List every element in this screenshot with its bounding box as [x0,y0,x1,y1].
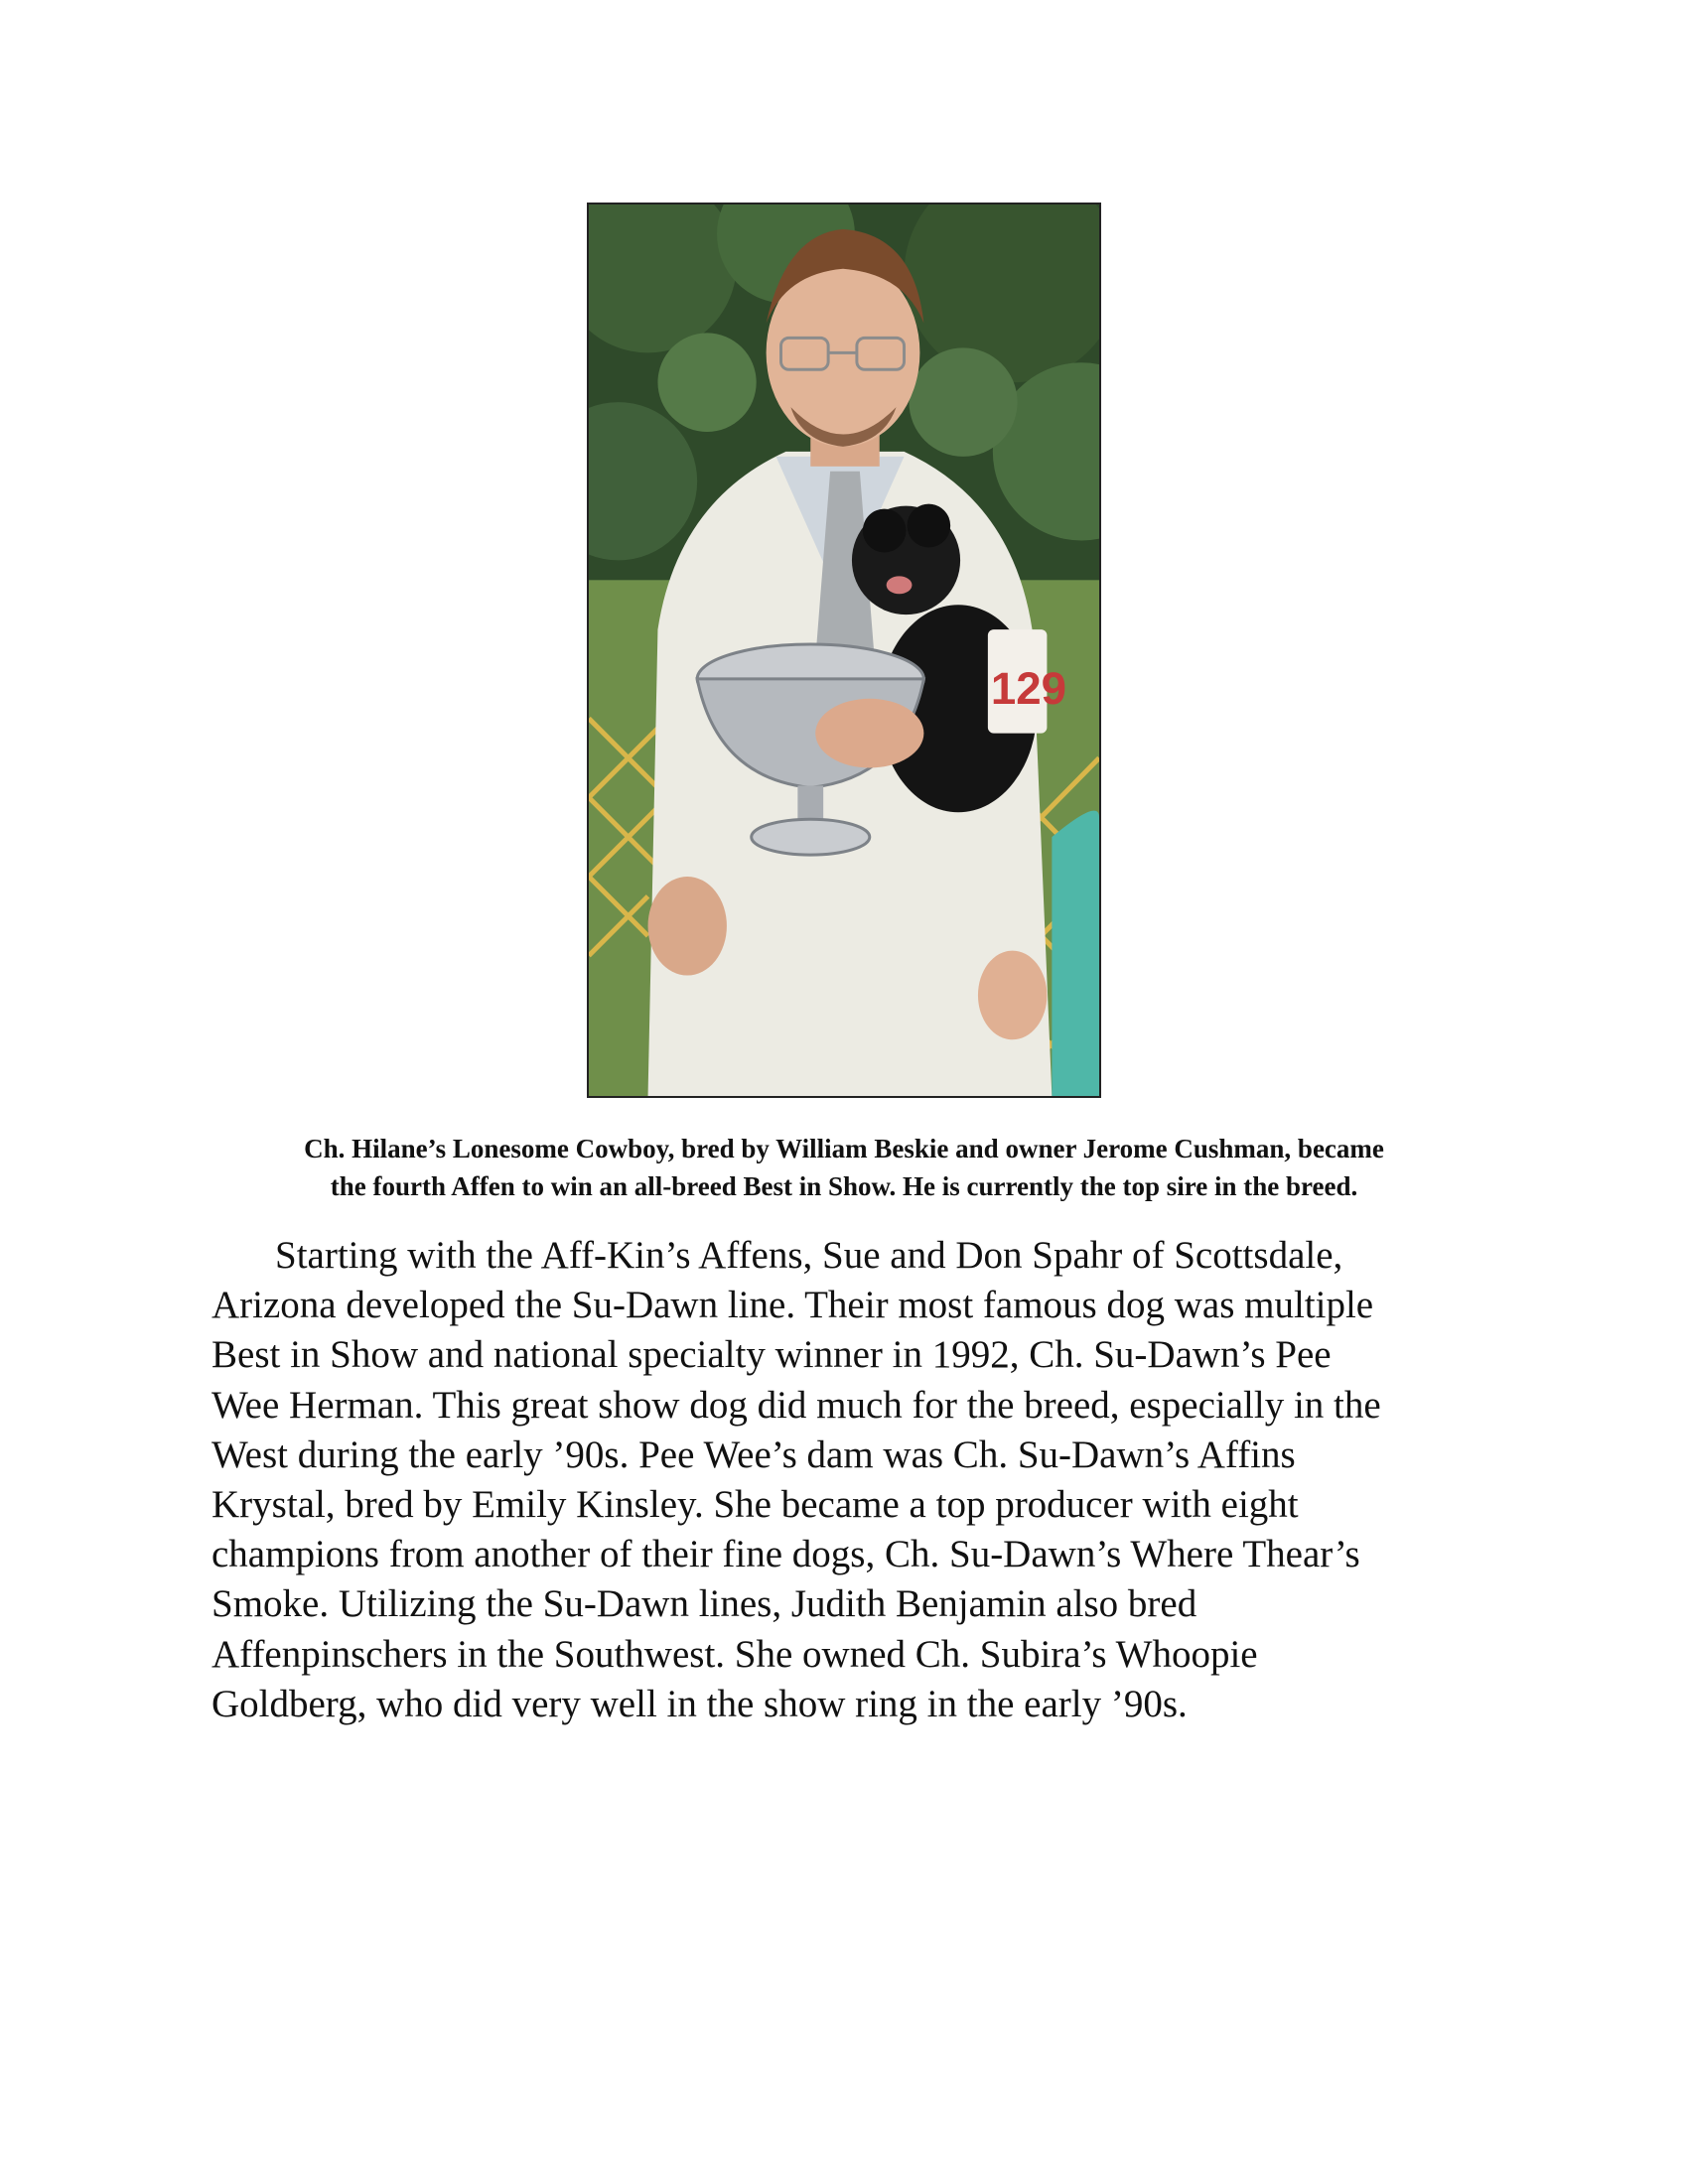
photo-illustration [589,205,1099,1096]
photo-caption [199,1130,1489,1205]
armband-number: 129 [990,662,1067,714]
text-line: Krystal, bred by Emily Kinsley. She became a top producer with eight [211,1483,1299,1527]
text-line: Wee Herman. This great show dog did much for the breed, especially in the [211,1383,1381,1427]
text-line: West during the early ’90s. Pee Wee’s dam was Ch. Su-Dawn’s Affins [211,1433,1296,1476]
text-line: Best in Show and national specialty winner in 1992, Ch. Su-Dawn’s Pee [211,1333,1332,1377]
text-line: Goldberg, who did very well in the show ring in the early ’90s. [211,1682,1188,1725]
body-paragraph [211,1231,1502,1729]
caption-line: the fourth Affen to win an all-breed Best in Show. He is currently the top sire in the breed. [330,1171,1358,1201]
text-line: Smoke. Utilizing the Su-Dawn lines, Judith Benjamin also bred [211,1582,1197,1626]
text-line: Affenpinschers in the Southwest. She owned Ch. Subira’s Whoopie [211,1632,1258,1676]
text-line: Arizona developed the Su-Dawn line. Their most famous dog was multiple [211,1284,1374,1327]
text-line: Starting with the Aff-Kin’s Affens, Sue and Don Spahr of Scottsdale, [275,1234,1343,1277]
caption-line: Ch. Hilane’s Lonesome Cowboy, bred by William Beskie and owner Jerome Cushman, became [304,1134,1384,1163]
photograph [587,203,1101,1098]
text-line: champions from another of their fine dogs, Ch. Su-Dawn’s Where Thear’s [211,1533,1360,1576]
